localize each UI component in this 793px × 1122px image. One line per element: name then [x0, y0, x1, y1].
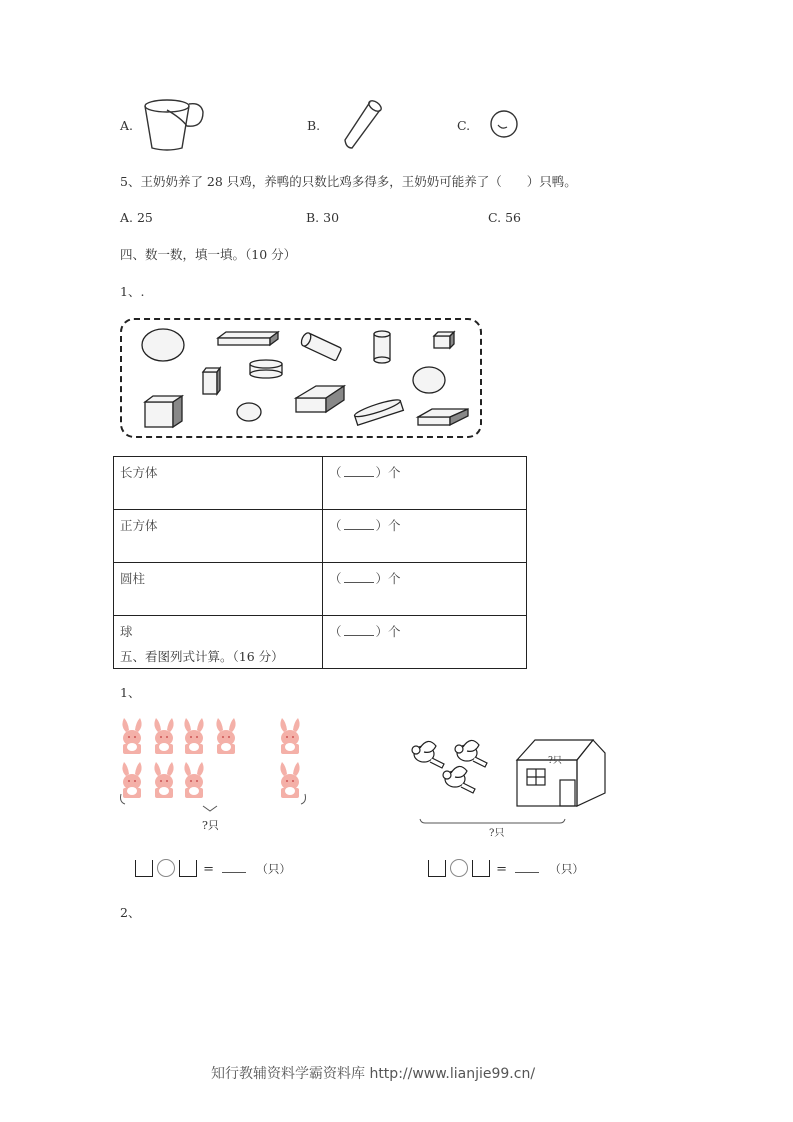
section-4-title: 四、数一数，填一填。（10 分）	[120, 247, 297, 262]
answer-blank[interactable]	[344, 571, 374, 583]
question-5-text: 5、王奶奶养了 28 只鸡，养鸭的只数比鸡多得多，王奶奶可能养了（ ）只鸭。	[120, 174, 577, 189]
sphere-shape	[142, 329, 184, 361]
answer-blank[interactable]	[344, 624, 374, 636]
birds-house-illustration	[405, 735, 615, 835]
bird-icons	[412, 740, 487, 793]
bucket-icon	[141, 96, 207, 154]
operator-circle[interactable]	[157, 859, 175, 877]
footer-watermark[interactable]: 知行教辅资料学霸资料库 http://www.lianjie99.cn/	[211, 1066, 536, 1082]
q5-option-a[interactable]: A. 25	[120, 210, 153, 225]
answer-box[interactable]	[428, 860, 446, 877]
count-answer-cell[interactable]: （ ）个	[323, 457, 527, 510]
house-question-label: ?只	[548, 756, 562, 766]
count-answer-cell[interactable]: （ ）个	[323, 563, 527, 616]
operator-circle[interactable]	[450, 859, 468, 877]
answer-box[interactable]	[135, 860, 153, 877]
answer-box[interactable]	[179, 860, 197, 877]
option-b-label: B.	[307, 118, 321, 133]
q5-option-c[interactable]: C. 56	[488, 210, 521, 225]
answer-blank[interactable]	[344, 518, 374, 530]
shape-count-table	[113, 456, 527, 669]
rabbits-illustration	[115, 716, 315, 816]
shape-label: 正方体	[114, 510, 323, 563]
rabbits-question-caption: ?只	[202, 819, 219, 832]
option-a-label: A.	[120, 118, 134, 133]
cylinder-icon	[340, 98, 386, 154]
answer-box[interactable]	[472, 860, 490, 877]
count-answer-cell[interactable]: （ ）个	[323, 510, 527, 563]
q5-option-b[interactable]: B. 30	[306, 210, 340, 225]
table-row	[114, 510, 527, 563]
table-row	[114, 563, 527, 616]
shape-label: 圆柱	[114, 563, 323, 616]
house-icon	[517, 740, 605, 806]
ball-icon	[488, 108, 522, 142]
section-4-item-1: 1、.	[120, 284, 145, 299]
section-5-item-1: 1、	[120, 685, 141, 700]
birds-question-caption: ?只	[489, 828, 505, 839]
shapes-figure-box	[120, 318, 482, 438]
section-5-item-2: 2、	[120, 905, 141, 920]
shape-label: 球	[114, 616, 323, 669]
count-answer-cell[interactable]: （ ）个	[323, 616, 527, 669]
answer-blank[interactable]	[344, 465, 374, 477]
section-5-title: 五、看图列式计算。（16 分）	[120, 649, 284, 664]
table-row	[114, 457, 527, 510]
shape-label: 长方体	[114, 457, 323, 510]
result-blank[interactable]	[222, 858, 246, 873]
equation-right: = （只）	[428, 858, 584, 877]
equation-left: = （只）	[135, 858, 291, 877]
option-c-label: C.	[457, 118, 471, 133]
result-blank[interactable]	[515, 858, 539, 873]
solid-shapes-illustration	[122, 320, 480, 436]
